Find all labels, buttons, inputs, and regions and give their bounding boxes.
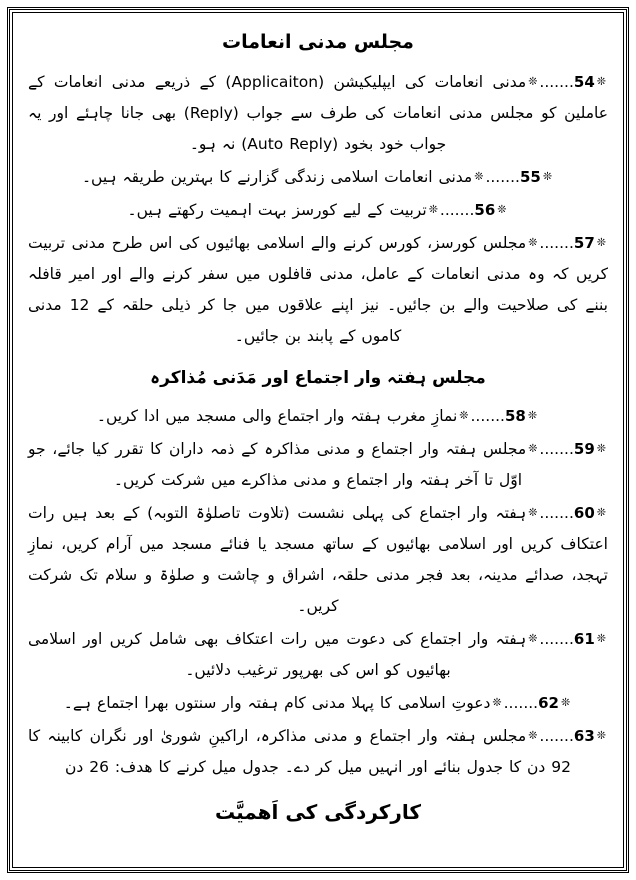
bullet-icon: ❊ <box>527 409 538 422</box>
item-dots: ....... <box>503 694 539 712</box>
item-dots: ....... <box>485 167 520 186</box>
list-item <box>28 498 608 622</box>
item-dots: ....... <box>439 200 475 219</box>
bullet-icon: ❊ <box>492 696 502 709</box>
list-item <box>28 162 608 193</box>
bullet-icon: ❊ <box>596 632 606 645</box>
item-text: ہفتہ وار اجتماع کی دعوت میں رات اعتکاف بھی شامل کریں اور اسلامی بھائیوں کو اس کی بھرپور ترغیب دلائیں۔ <box>28 630 527 679</box>
item-number: 55 <box>519 167 541 186</box>
item-text: مجلس ہفتہ وار اجتماع و مدنی مذاکرہ، اراکینِ شوریٰ اور نگران کابینہ کا 92 دن کا جدول بنائے اور انہیں میل کر دے۔ جدول میل کرنے کا ھدف: 26 دن <box>28 727 571 776</box>
bullet-icon: ❊ <box>596 74 606 88</box>
list-item <box>28 67 608 160</box>
item-dots: ....... <box>539 727 574 745</box>
bullet-icon: ❊ <box>528 442 538 455</box>
item-dots: ....... <box>539 233 574 252</box>
item-number: 61 <box>573 630 595 648</box>
item-text: ہفتہ وار اجتماع کی پہلی نشست (تلاوت تاصلوٰۃ التوبہ) کے بعد ہیں رات اعتکاف کریں اور اسلامی بھائیوں کے ساتھ مسجد یا فنائے مسجد میں آرام کریں، نمازِ تہجد، صدائے مدینہ، بعد فجر مدنی حلقہ، اشراق و چاشت و صلوٰۃ و سلام تک شرکت کریں۔ <box>28 504 608 615</box>
document-content <box>18 18 618 862</box>
bullet-icon: ❊ <box>542 169 553 183</box>
item-dots: ....... <box>539 72 574 91</box>
item-text: تربیت کے لیے کورسز بہت اہمیت رکھتے ہیں۔ <box>127 200 427 219</box>
item-number: 62 <box>538 694 559 712</box>
item-number: 54 <box>573 72 595 91</box>
item-text: مدنی انعامات اسلامی زندگی گزارنے کا بہترین طریقہ ہیں۔ <box>81 167 473 186</box>
list-item <box>28 195 608 226</box>
item-text: مجلس کورسز، کورس کرنے والے اسلامی بھائیوں کی اس طرح مدنی تربیت کریں کہ وہ مدنی انعامات کے عامل، مدنی قافلوں میں سفر کرنے والے اور امیر قافلہ بننے کی صلاحیت والے بن جائیں۔ نیز اپنے علاقوں میں جا کر ذیلی حلقہ کے 12 مدنی کاموں کے پابند بن جائیں۔ <box>28 233 608 345</box>
item-text: دعوتِ اسلامی کا پہلا مدنی کام ہفتہ وار سنتوں بھرا اجتماع ہے۔ <box>63 694 491 712</box>
section-heading: مجلس ہفتہ وار اجتماع اور مَدَنی مُذاکرہ <box>150 367 486 388</box>
bullet-icon: ❊ <box>428 202 438 216</box>
item-number: 58 <box>504 407 526 425</box>
bullet-icon: ❊ <box>596 442 606 455</box>
list-item <box>28 688 608 719</box>
item-number: 60 <box>573 504 595 522</box>
item-number: 59 <box>573 440 595 458</box>
list-item <box>28 624 608 686</box>
bullet-icon: ❊ <box>528 506 538 519</box>
item-number: 63 <box>573 727 595 745</box>
list-item <box>28 228 608 352</box>
bullet-icon: ❊ <box>528 74 538 88</box>
item-text: مدنی انعامات کی ایپلیکیشن (Applicaiton) کے ذریعے مدنی انعامات کے عاملین کو مجلس مدنی انعامات کی طرف سے جواب (Reply) بھی جانا چاہئے اور یہ جواب خود بخود (Auto Reply) نہ ہو۔ <box>28 72 608 153</box>
item-dots: ....... <box>539 630 574 648</box>
bullet-icon: ❊ <box>474 169 484 183</box>
bullet-icon: ❊ <box>596 729 606 742</box>
bullet-icon: ❊ <box>528 632 538 645</box>
list-item <box>28 721 608 783</box>
item-text: مجلس ہفتہ وار اجتماع و مدنی مذاکرہ کے ذمہ داران کا تقرر کیا جائے، جو اوّل تا آخر ہفتہ وار اجتماع و مدنی مذاکرے میں شرکت کریں۔ <box>28 440 527 489</box>
bullet-icon: ❊ <box>528 235 538 249</box>
item-text: نمازِ مغرب ہفتہ وار اجتماع والی مسجد میں ادا کریں۔ <box>96 407 458 425</box>
bullet-icon: ❊ <box>459 409 469 422</box>
bullet-icon: ❊ <box>528 729 538 742</box>
bullet-icon: ❊ <box>596 235 606 249</box>
item-dots: ....... <box>539 440 574 458</box>
item-dots: ....... <box>539 504 574 522</box>
list-item <box>28 401 608 432</box>
footer-heading: کارکردگی کی اَھمیَّت <box>214 800 422 824</box>
bullet-icon: ❊ <box>497 202 507 216</box>
bullet-icon: ❊ <box>560 696 571 709</box>
list-item <box>28 434 608 496</box>
item-number: 56 <box>474 200 496 219</box>
item-dots: ....... <box>470 407 505 425</box>
bullet-icon: ❊ <box>596 506 606 519</box>
page-title: مجلس مدنی انعامات <box>222 31 414 53</box>
item-number: 57 <box>573 233 595 252</box>
